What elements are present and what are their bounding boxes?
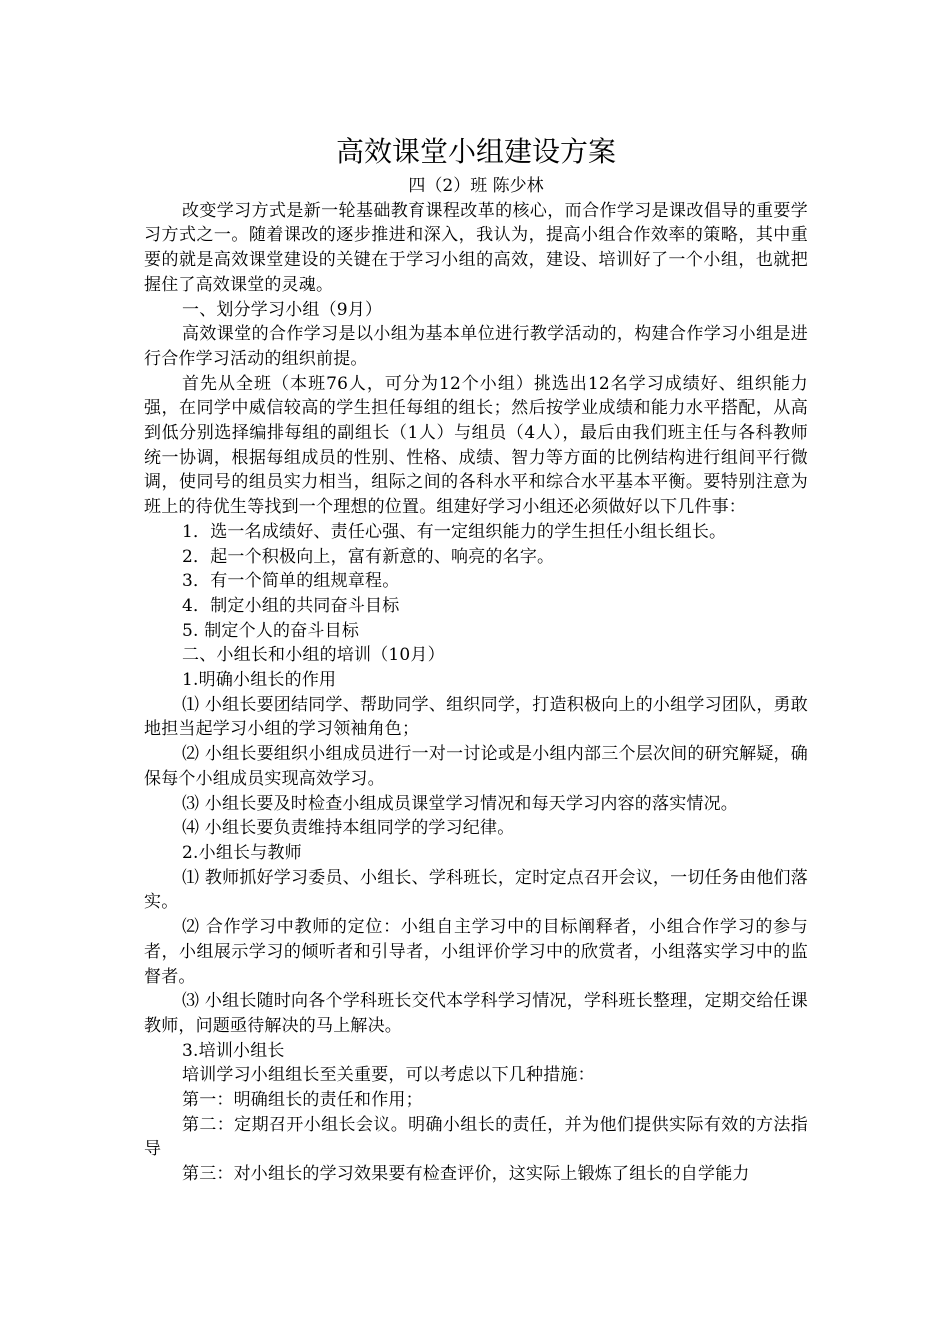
body-paragraph: 第一：明确组长的责任和作用； xyxy=(182,1090,423,1111)
body-paragraph: ⑵ 小组长要组织小组成员进行一对一讨论或是小组内部三个层次间的研究解疑，确保每个小组成员实现高效学习。 xyxy=(144,744,808,789)
document-title: 高效课堂小组建设方案 xyxy=(335,135,616,168)
body-paragraph: 2.小组长与教师 xyxy=(182,842,302,863)
body-paragraph: ⑴ 小组长要团结同学、帮助同学、组织同学，打造积极向上的小组学习团队，勇敢地担当起学习小组的学习领袖角色； xyxy=(144,694,808,740)
body-paragraph: 第二：定期召开小组长会议。明确小组长的责任，并为他们提供实际有效的方法指导 xyxy=(144,1114,808,1160)
body-paragraph: 2．起一个积极向上，富有新意的、响亮的名字。 xyxy=(182,546,555,567)
body-paragraph: ⑶ 小组长要及时检查小组成员课堂学习情况和每天学习内容的落实情况。 xyxy=(182,793,739,814)
document-page xyxy=(144,130,808,1187)
body-paragraph: ⑴ 教师抓好学习委员、小组长、学科班长，定时定点召开会议，一切任务由他们落实。 xyxy=(144,867,808,913)
body-paragraph: 第三：对小组长的学习效果要有检查评价，这实际上锻炼了组长的自学能力 xyxy=(182,1164,750,1185)
body-paragraph: 5. 制定个人的奋斗目标 xyxy=(182,620,360,641)
body-paragraph: ⑷ 小组长要负责维持本组同学的学习纪律。 xyxy=(182,818,515,839)
body-paragraph: 4．制定小组的共同奋斗目标 xyxy=(182,595,400,616)
body-paragraph: 二、小组长和小组的培训（10月） xyxy=(182,645,445,666)
document-body xyxy=(144,199,808,1187)
body-paragraph: 3.培训小组长 xyxy=(182,1040,285,1061)
body-paragraph: 培训学习小组组长至关重要，可以考虑以下几种措施： xyxy=(182,1065,595,1086)
body-paragraph: 1．选一名成绩好、责任心强、有一定组织能力的学生担任小组长组长。 xyxy=(182,521,727,542)
body-paragraph: 高效课堂的合作学习是以小组为基本单位进行教学活动的，构建合作学习小组是进行合作学习活动的组织前提。 xyxy=(144,324,808,369)
body-paragraph: 一、划分学习小组（9月） xyxy=(182,299,383,320)
document-subtitle: 四（2）班 陈少林 xyxy=(408,176,544,196)
body-paragraph: ⑵ 合作学习中教师的定位：小组自主学习中的目标阐释者，小组合作学习的参与者，小组展示学习的倾听者和引导者，小组评价学习中的欣赏者，小组落实学习中的监督者。 xyxy=(144,917,808,987)
body-paragraph: 首先从全班（本班76人，可分为12个小组）挑选出12名学习成绩好、组织能力强，在同学中威信较高的学生担任每组的组长；然后按学业成绩和能力水平搭配，从高到低分别选择编排每组的副组长（1人）与组员（4人），最后由我们班主任与各科教师统一协调，根据每组成员的性别、性格、成绩、智力等方面的比例结构进行组间平行微调，使同号的组员实力相当，组际之间的各科水平和综合水平基本平衡。要特别注意为班上的待优生等找到一个理想的位置。组建好学习小组还必须做好以下几件事： xyxy=(144,373,808,518)
body-paragraph: 改变学习方式是新一轮基础教育课程改革的核心，而合作学习是课改倡导的重要学习方式之一。随着课改的逐步推进和深入，我认为，提高小组合作效率的策略，其中重要的就是高效课堂建设的关键在于学习小组的高效，建设、培训好了一个小组，也就把握住了高效课堂的灵魂。 xyxy=(144,200,808,295)
body-paragraph: 1.明确小组长的作用 xyxy=(182,670,337,691)
body-paragraph: 3．有一个简单的组规章程。 xyxy=(182,571,400,592)
body-paragraph: ⑶ 小组长随时向各个学科班长交代本学科学习情况，学科班长整理，定期交给任课教师，问题亟待解决的马上解决。 xyxy=(144,991,808,1036)
